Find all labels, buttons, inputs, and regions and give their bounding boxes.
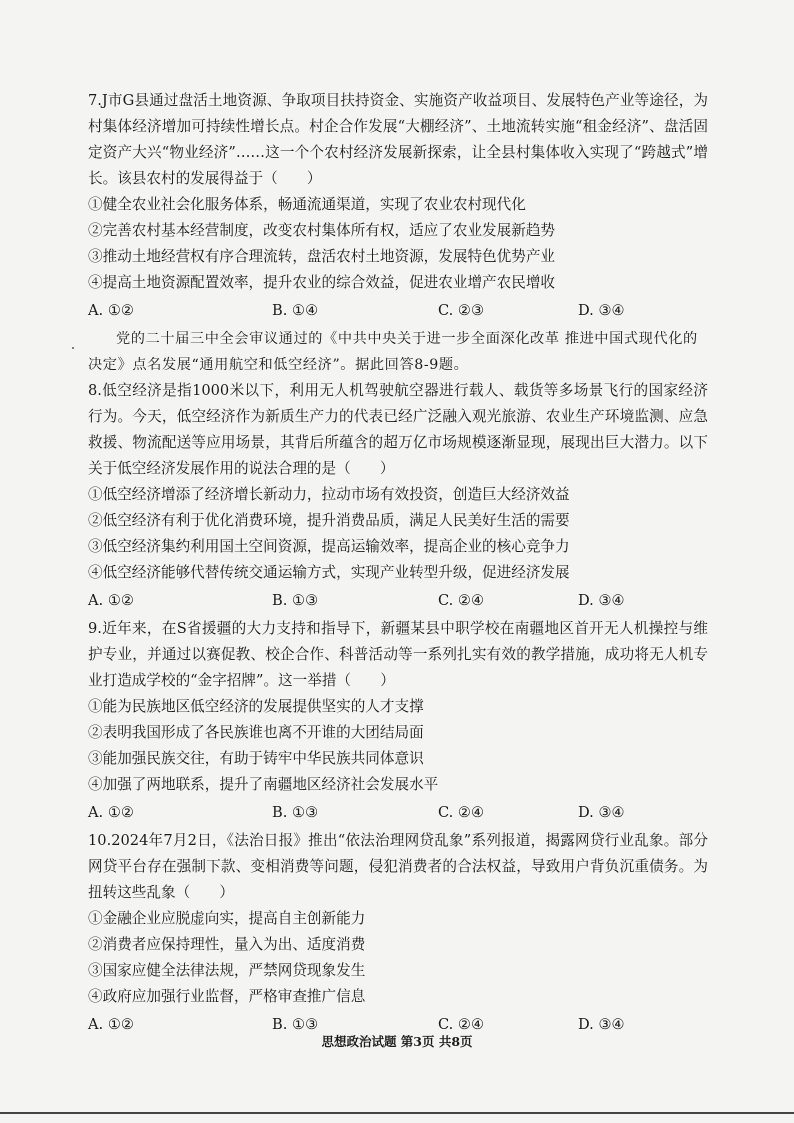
material-intro-8-9: 党的二十届三中全会审议通过的《中共中央关于进一步全面深化改革 推进中国式现代化的决定》点名发展“通用航空和低空经济”。据此回答8-9题。 [88, 331, 698, 373]
choice-d: D. ③④ [578, 804, 625, 821]
page-footer: 思想政治试题 第3页 共8页 [321, 1034, 473, 1049]
question-7 [88, 88, 708, 324]
question-7-stem: 7.J市G县通过盘活土地资源、争取项目扶持资金、实施资产收益项目、发展特色产业等途径，为村集体经济增加可持续性增长点。村企合作发展“大棚经济”、土地流转实施“租金经济”、盘活固定资产大兴“物业经济”……这一个个农村经济发展新探索，让全县村集体收入实现了“跨越式”增长。该县农村的发展得益于（ ） [88, 92, 708, 187]
question-8-stem: 8.低空经济是指1000米以下，利用无人机驾驶航空器进行载人、载货等多场景飞行的国家经济行为。今天，低空经济作为新质生产力的代表已经广泛融入观光旅游、农业生产环境监测、应急救援、物流配送等应用场景，其背后所蕴含的超万亿市场规模逐渐显现，展现出巨大潜力。以下关于低空经济发展作用的说法合理的是（ ） [88, 382, 708, 477]
question-9-option-1: ①能为民族地区低空经济的发展提供坚实的人才支撑 [88, 698, 424, 715]
question-10-option-1: ①金融企业应脱虚向实，提高自主创新能力 [88, 910, 366, 927]
question-8-choices [88, 588, 708, 614]
question-7-option-2: ②完善农村基本经营制度，改变农村集体所有权，适应了农业发展新趋势 [88, 222, 556, 239]
choice-b: B. ①③ [272, 1016, 319, 1033]
choice-a: A. ①② [88, 592, 134, 609]
question-9-stem: 9.近年来，在S省援疆的大力支持和指导下，新疆某县中职学校在南疆地区首开无人机操控与维护专业，并通过以赛促教、校企合作、科普活动等一系列扎实有效的教学措施，成功将无人机专业打造成学校的“金字招牌”。这一举措（ ） [88, 620, 708, 689]
scan-speck [72, 347, 74, 349]
question-7-option-3: ③推动土地经营权有序合理流转，盘活农村土地资源，发展特色优势产业 [88, 248, 556, 265]
choice-c: C. ②④ [438, 592, 485, 609]
question-8 [88, 378, 708, 614]
choice-d: D. ③④ [578, 592, 625, 609]
choice-a: A. ①② [88, 804, 134, 821]
choice-c: C. ②③ [438, 302, 485, 319]
question-9-option-3: ③能加强民族交往，有助于铸牢中华民族共同体意识 [88, 750, 424, 767]
question-8-option-4: ④低空经济能够代替传统交通运输方式，实现产业转型升级，促进经济发展 [88, 564, 570, 581]
choice-d: D. ③④ [578, 302, 625, 319]
choice-d: D. ③④ [578, 1016, 625, 1033]
question-9 [88, 616, 708, 826]
question-7-option-4: ④提高土地资源配置效率，提升农业的综合效益，促进农业增产农民增收 [88, 274, 556, 291]
question-8-option-3: ③低空经济集约利用国土空间资源，提高运输效率，提高企业的核心竞争力 [88, 538, 570, 555]
question-8-option-2: ②低空经济有利于优化消费环境，提升消费品质，满足人民美好生活的需要 [88, 512, 570, 529]
question-7-option-1: ①健全农业社会化服务体系，畅通流通渠道，实现了农业农村现代化 [88, 196, 526, 213]
question-10-option-2: ②消费者应保持理性，量入为出、适度消费 [88, 936, 366, 953]
question-10-option-4: ④政府应加强行业监督，严格审查推广信息 [88, 988, 366, 1005]
choice-c: C. ②④ [438, 1016, 485, 1033]
question-7-choices [88, 298, 708, 324]
page-content [88, 88, 708, 1040]
question-10-option-3: ③国家应健全法律法规，严禁网贷现象发生 [88, 962, 366, 979]
question-9-option-4: ④加强了两地联系，提升了南疆地区经济社会发展水平 [88, 776, 439, 793]
question-10 [88, 828, 708, 1038]
choice-a: A. ①② [88, 1016, 134, 1033]
question-10-stem: 10.2024年7月2日，《法治日报》推出“依法治理网贷乱象”系列报道，揭露网贷行业乱象。部分网贷平台存在强制下款、变相消费等问题，侵犯消费者的合法权益，导致用户背负沉重债务。为扭转这些乱象（ ） [88, 832, 708, 901]
question-9-option-2: ②表明我国形成了各民族谁也离不开谁的大团结局面 [88, 724, 424, 741]
choice-b: B. ①③ [272, 804, 319, 821]
bottom-divider [0, 1112, 794, 1114]
choice-c: C. ②④ [438, 804, 485, 821]
choice-a: A. ①② [88, 302, 134, 319]
choice-b: B. ①③ [272, 592, 319, 609]
question-9-choices [88, 800, 708, 826]
choice-b: B. ①④ [272, 302, 319, 319]
question-8-option-1: ①低空经济增添了经济增长新动力，拉动市场有效投资，创造巨大经济效益 [88, 486, 570, 503]
